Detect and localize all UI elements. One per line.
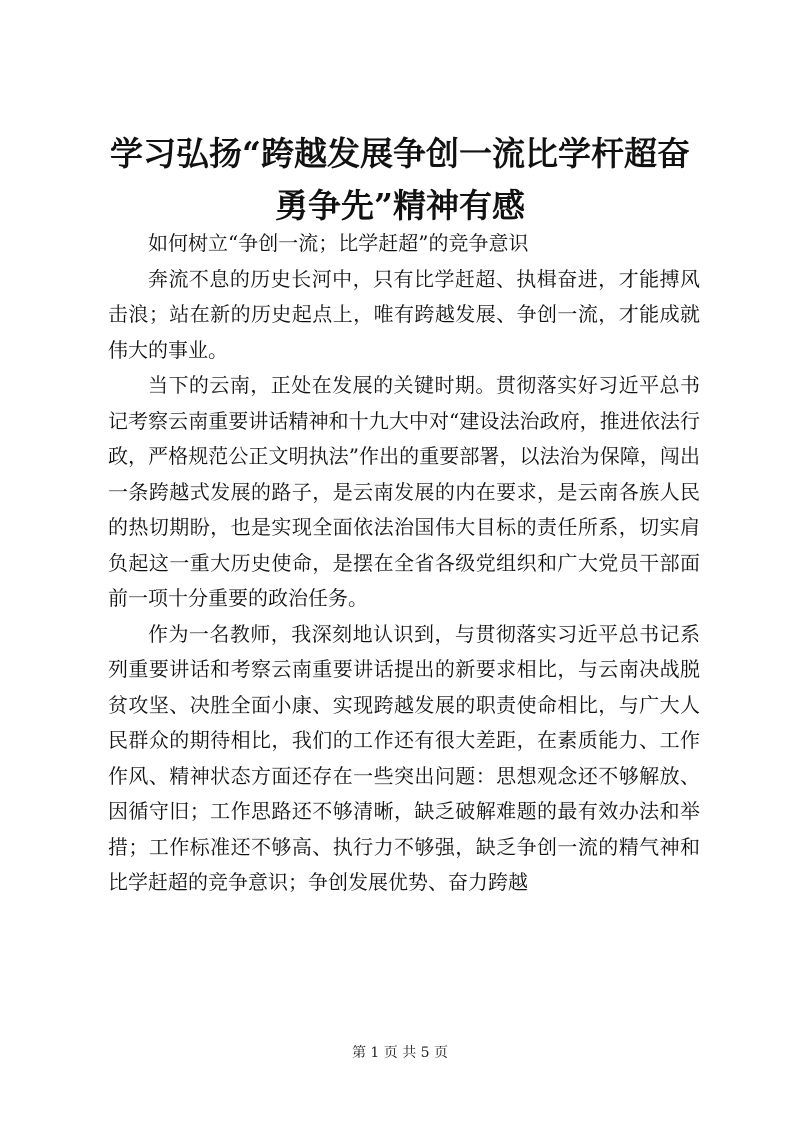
paragraph-1: 奔流不息的历史长河中，只有比学赶超、执楫奋进，才能搏风击浪；站在新的历史起点上，唯有跨越发展、争创一流，才能成就伟大的事业。: [108, 266, 700, 362]
document-title: 学习弘扬“跨越发展争创一流比学杆超奋勇争先”精神有感: [110, 134, 690, 225]
paragraph-2: 当下的云南，正处在发展的关键时期。贯彻落实好习近平总书记考察云南重要讲话精神和十九大中对“建设法治政府，推进依法行政，严格规范公正文明执法”作出的重要部署，以法治为保障，闯出一条跨越式发展的路子，是云南发展的内在要求，是云南各族人民的热切期盼，也是实现全面依法治国伟大目标的责任所系，切实肩负起这一重大历史使命，是摆在全省各级党组织和广大党员干部面前一项十分重要的政治任务。: [108, 373, 700, 610]
paragraph-subtitle: 如何树立“争创一流；比学赶超”的竞争意识: [148, 231, 529, 255]
page-number-footer: 第 1 页 共 5 页: [351, 1045, 449, 1061]
document-body: [108, 226, 700, 901]
paragraph-3: 作为一名教师，我深刻地认识到，与贯彻落实习近平总书记系列重要讲话和考察云南重要讲话提出的新要求相比，与云南决战脱贫攻坚、决胜全面小康、实现跨越发展的职责使命相比，与广大人民群众的期待相比，我们的工作还有很大差距，在素质能力、工作作风、精神状态方面还存在一些突出问题：思想观念还不够解放、因循守旧；工作思路还不够清晰，缺乏破解难题的最有效办法和举措；工作标准还不够高、执行力不够强，缺乏争创一流的精气神和比学赶超的竞争意识；争创发展优势、奋力跨越: [108, 621, 700, 894]
